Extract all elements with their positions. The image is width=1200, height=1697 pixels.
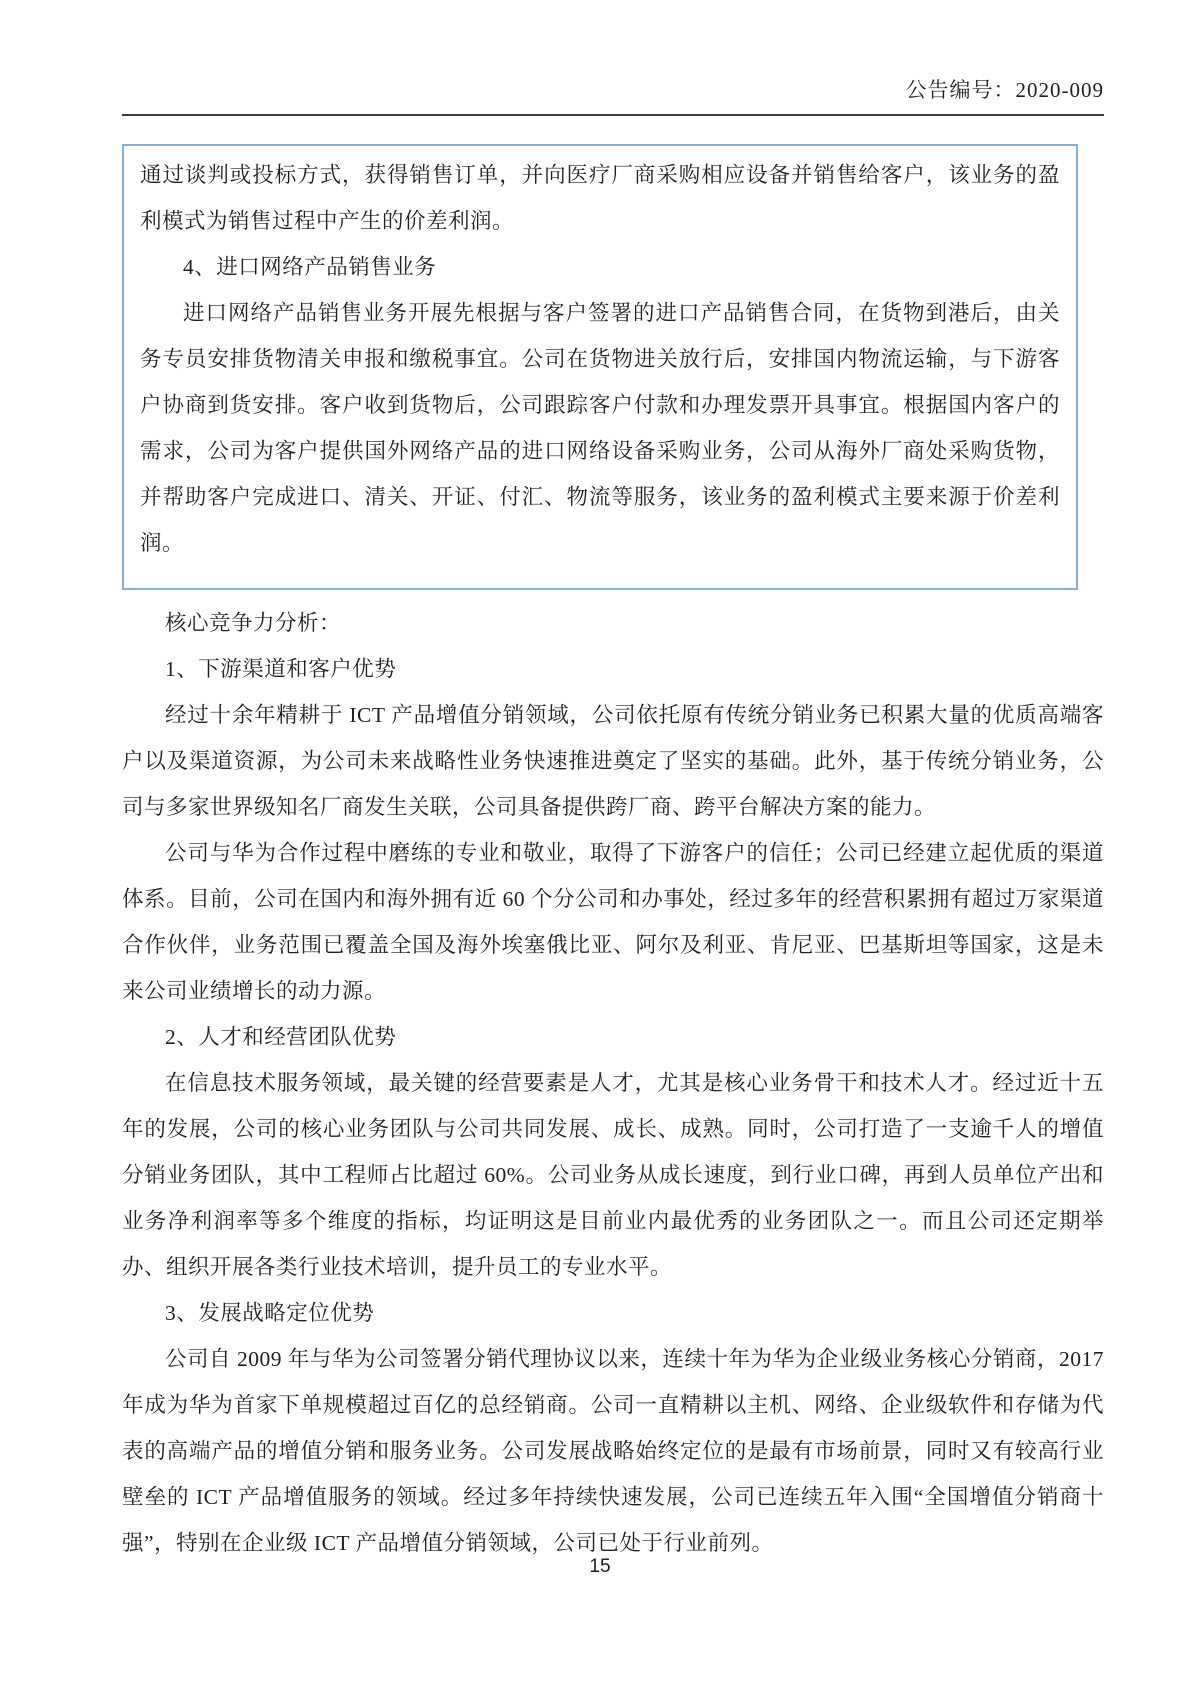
section-paragraph: 公司自 2009 年与华为公司签署分销代理协议以来，连续十年为华为企业级业务核心分销商，2017 年成为华为首家下单规模超过百亿的总经销商。公司一直精耕以主机、网络、企业级软件和存储为代表的高端产品的增值分销和服务业务。公司发展战略始终定位的是最有市场前景，同时又有较高行业壁垒的 ICT 产品增值服务的领域。经过多年持续快速发展，公司已连续五年入围“全国增值分销商十强”，特别在企业级 ICT 产品增值分销领域，公司已处于行业前列。 bbox=[122, 1347, 1104, 1555]
body-text bbox=[122, 600, 1104, 1566]
box-subheading-import-network-sales: 4、进口网络产品销售业务 bbox=[183, 255, 437, 279]
core-competitiveness-title: 核心竞争力分析： bbox=[165, 611, 342, 635]
section-heading-downstream-channel: 1、下游渠道和客户优势 bbox=[165, 657, 397, 681]
highlighted-text-box bbox=[122, 144, 1078, 590]
content-area bbox=[122, 0, 1104, 1566]
header-divider bbox=[122, 114, 1104, 116]
section-heading-talent-team: 2、人才和经营团队优势 bbox=[165, 1025, 397, 1049]
section-paragraph: 经过十余年精耕于 ICT 产品增值分销领域，公司依托原有传统分销业务已积累大量的优质高端客户以及渠道资源，为公司未来战略性业务快速推进奠定了坚实的基础。此外，基于传统分销业务，公司与多家世界级知名厂商发生关联，公司具备提供跨厂商、跨平台解决方案的能力。 bbox=[122, 703, 1104, 819]
section-heading-strategy-positioning: 3、发展战略定位优势 bbox=[165, 1301, 375, 1325]
section-paragraph: 公司与华为合作过程中磨练的专业和敬业，取得了下游客户的信任；公司已经建立起优质的渠道体系。目前，公司在国内和海外拥有近 60 个分公司和办事处，经过多年的经营积累拥有超过万家渠道合作伙伴，业务范围已覆盖全国及海外埃塞俄比亚、阿尔及利亚、肯尼亚、巴基斯坦等国家，这是未来公司业绩增长的动力源。 bbox=[122, 841, 1104, 1003]
page-number: 15 bbox=[589, 1556, 611, 1577]
box-paragraph-import-network-detail: 进口网络产品销售业务开展先根据与客户签署的进口产品销售合同，在货物到港后，由关务专员安排货物清关申报和缴税事宜。公司在货物进关放行后，安排国内物流运输，与下游客户协商到货安排。客户收到货物后，公司跟踪客户付款和办理发票开具事宜。根据国内客户的需求，公司为客户提供国外网络产品的进口网络设备采购业务，公司从海外厂商处采购货物，并帮助客户完成进口、清关、开证、付汇、物流等服务，该业务的盈利模式主要来源于价差利润。 bbox=[140, 301, 1060, 555]
doc-header bbox=[122, 0, 1104, 116]
announcement-number: 公告编号：2020-009 bbox=[905, 78, 1104, 102]
box-paragraph-continuation: 通过谈判或投标方式，获得销售订单，并向医疗厂商采购相应设备并销售给客户，该业务的盈利模式为销售过程中产生的价差利润。 bbox=[140, 163, 1060, 233]
section-paragraph: 在信息技术服务领域，最关键的经营要素是人才，尤其是核心业务骨干和技术人才。经过近十五年的发展，公司的核心业务团队与公司共同发展、成长、成熟。同时，公司打造了一支逾千人的增值分销业务团队，其中工程师占比超过 60%。公司业务从成长速度，到行业口碑，再到人员单位产出和业务净利润率等多个维度的指标，均证明这是目前业内最优秀的业务团队之一。而且公司还定期举办、组织开展各类行业技术培训，提升员工的专业水平。 bbox=[122, 1071, 1104, 1279]
